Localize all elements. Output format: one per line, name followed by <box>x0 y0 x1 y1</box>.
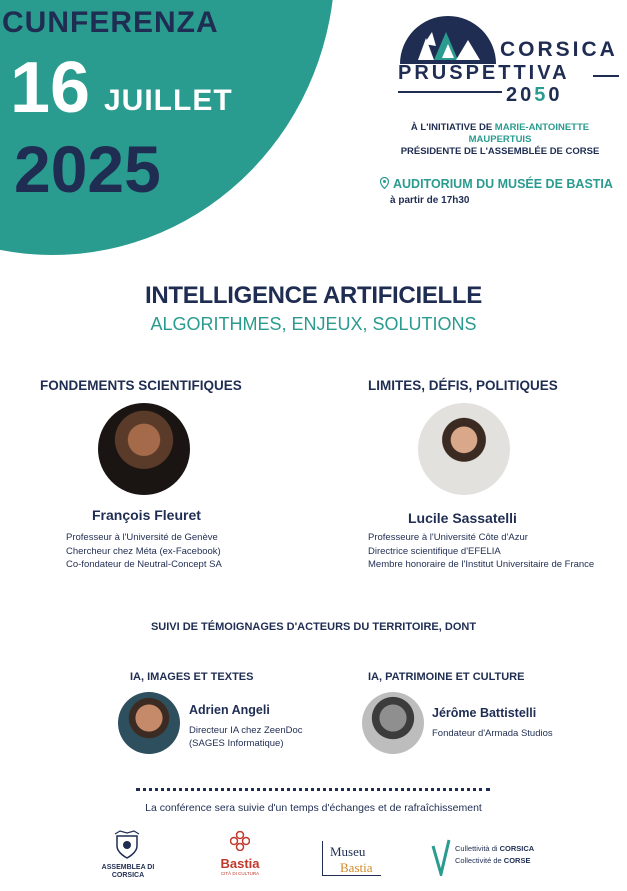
testimonial-name: Jérôme Battistelli <box>432 706 537 720</box>
event-year: 2025 <box>14 132 161 206</box>
initiative-text: À L'INITIATIVE DE MARIE-ANTOINETTE MAUPERTUIS PRÉSIDENTE DE L'ASSEMBLÉE DE CORSE <box>400 122 600 157</box>
logo-rule <box>398 91 502 93</box>
testimonial-photo <box>118 692 180 754</box>
conference-subtitle: ALGORITHMES, ENJEUX, SOLUTIONS <box>150 314 477 334</box>
followup-heading: SUIVI DE TÉMOIGNAGES D'ACTEURS DU TERRITOIRE, DONT <box>150 621 477 633</box>
testimonial-bio: Fondateur d'Armada Studios <box>432 728 553 739</box>
speaker-bio: Professeure à l'Université Côte d'Azur Directrice scientifique d'EFELIA Membre honoraire de l'Institut Universitaire de France <box>368 532 595 570</box>
logo-word-corsica: CORSICA <box>500 38 618 61</box>
start-time: à partir de 17h30 <box>390 195 470 206</box>
bastia-emblem-icon <box>230 831 250 851</box>
section-heading: FONDEMENTS SCIENTIFIQUES <box>40 378 242 393</box>
testimonial-bio: Directeur IA chez ZeenDoc (SAGES Informatique) <box>189 725 303 749</box>
logo-word-pruspettiva: PRUSPETTIVA <box>398 62 570 84</box>
speaker-photo <box>98 403 190 495</box>
corsica-pruspettiva-logo-icon <box>396 10 500 64</box>
speaker-bio: Professeur à l'Université de Genève Chercheur chez Méta (ex-Facebook) Co-fondateur de Neutral-Concept SA <box>66 532 222 570</box>
speaker-photo <box>418 403 510 495</box>
testimonial-name: Adrien Angeli <box>189 703 270 717</box>
assemblea-logo-text: ASSEMBLEA DI CORSICA <box>101 864 155 879</box>
logo-year: 2050 <box>506 84 563 106</box>
conference-title: INTELLIGENCE ARTIFICIELLE <box>145 282 482 309</box>
museu-logo-text: Museu <box>330 844 366 859</box>
logo-rule <box>593 75 619 77</box>
testimonial-heading: IA, PATRIMOINE ET CULTURE <box>368 671 525 683</box>
collectivite-logo-icon <box>431 838 451 876</box>
bastia-logo-text: Bastia <box>220 856 260 871</box>
collectivite-logo-text: Cullettività di CORSICA <box>455 844 535 853</box>
event-type: CUNFERENZA <box>2 6 219 39</box>
museu-logo-text-bastia: Bastia <box>340 860 373 875</box>
divider <box>136 788 490 795</box>
bastia-logo-subtext: CITÀ DI CULTURA <box>220 871 260 876</box>
testimonial-photo <box>362 692 424 754</box>
collectivite-logo-text: Collectivité de CORSE <box>455 856 531 865</box>
section-heading: LIMITES, DÉFIS, POLITIQUES <box>368 378 558 393</box>
speaker-name: Lucile Sassatelli <box>408 510 517 526</box>
assemblea-crest-icon <box>112 830 142 860</box>
venue-location: AUDITORIUM DU MUSÉE DE BASTIA <box>380 177 613 191</box>
map-pin-icon <box>380 177 389 189</box>
speaker-name: François Fleuret <box>92 507 201 523</box>
event-day: 16 <box>10 48 91 128</box>
testimonial-heading: IA, IMAGES ET TEXTES <box>130 671 254 683</box>
event-month: JUILLET <box>104 84 233 117</box>
closing-note: La conférence sera suivie d'un temps d'échanges et de rafraîchissement <box>145 802 482 814</box>
